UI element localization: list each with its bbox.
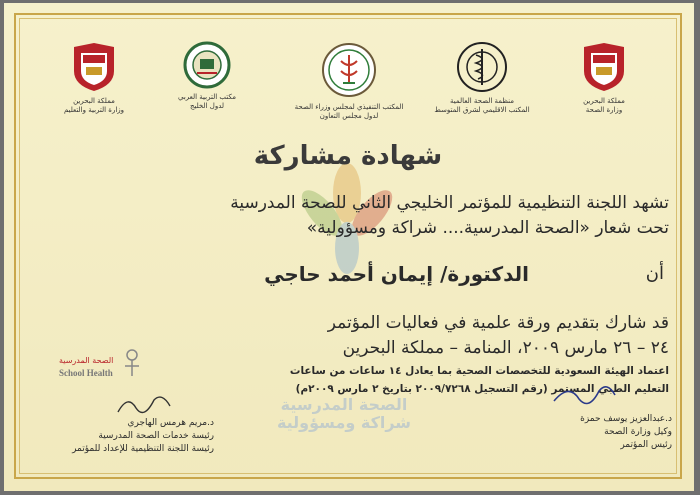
who-icon (456, 41, 508, 93)
logo-caption: منظمة الصحة العالمية المكتب الاقليمي لشرق المتوسط (434, 97, 530, 114)
logo-bahrain-moh (544, 41, 664, 115)
statement-line-1: تشهد اللجنة التنظيمية للمؤتمر الخليجي الثاني للصحة المدرسية (230, 193, 669, 213)
signatory-role-2: رئيس المؤتمر (620, 440, 672, 450)
certificate-title: شهادة مشاركة (253, 141, 443, 171)
signature-right-icon (549, 373, 619, 413)
signatory-role: وكيل وزارة الصحة (604, 427, 672, 437)
signature-right (580, 413, 672, 452)
signatory-name: د.عبدالعزيز يوسف حمزة (580, 414, 672, 424)
logo-caption: مملكة البحرين وزارة التربية والتعليم (63, 97, 125, 114)
logo-gcc-health (289, 41, 409, 121)
gcc-emblem-icon (321, 41, 377, 99)
logo-caption: المكتب التنفيذي لمجلس وزراء الصحة لدول مجلس التعاون (294, 103, 404, 120)
an-label: أن (645, 263, 664, 284)
accreditation-line-1: اعتماد الهيئة السعودية للتخصصات الصحية بما يعادل ١٤ ساعات من ساعات (289, 365, 669, 377)
school-health-icon (121, 348, 143, 380)
watermark-text-1: الصحة المدرسية (280, 395, 408, 414)
school-health-logo (59, 348, 149, 384)
logo-bahrain-moe (34, 41, 154, 115)
watermark-text-2: شراكة ومسؤولية (276, 413, 412, 432)
statement-line-2: تحت شعار «الصحة المدرسية.... شراكة ومسؤولية» (306, 218, 669, 238)
school-health-english: School Health (59, 368, 113, 378)
statement-line-3: قد شارك بتقديم ورقة علمية في فعاليات المؤتمر (327, 313, 669, 333)
logo-caption: مكتب التربية العربي لدول الخليج (177, 93, 237, 110)
abegs-emblem-icon (183, 41, 231, 89)
logo-caption: مملكة البحرين وزارة الصحة (583, 97, 625, 114)
certificate (4, 3, 694, 491)
recipient-name: الدكتورة/ إيمان أحمد حاجي (264, 262, 529, 286)
school-health-arabic: الصحة المدرسية (59, 356, 114, 365)
signatory-role: رئيسة خدمات الصحة المدرسية (98, 431, 214, 441)
logo-abegs (147, 41, 267, 111)
emblem-icon (71, 41, 117, 93)
signatory-name: د.مريم هرمس الهاجري (127, 418, 214, 428)
emblem-icon (581, 41, 627, 93)
signatory-role-2: رئيسة اللجنة التنظيمية للإعداد للمؤتمر (72, 444, 214, 454)
event-date-location: ٢٤ – ٢٦ مارس ٢٠٠٩، المنامة – مملكة البحرين (342, 338, 669, 358)
signature-left (44, 417, 214, 456)
accreditation-line-2: التعليم الطبي المستمر (رقم التسجيل ٢٠٠٩/٧٢٦٨ بتاريخ ٢ مارس ٢٠٠٩م) (295, 383, 669, 395)
logo-who (422, 41, 542, 115)
